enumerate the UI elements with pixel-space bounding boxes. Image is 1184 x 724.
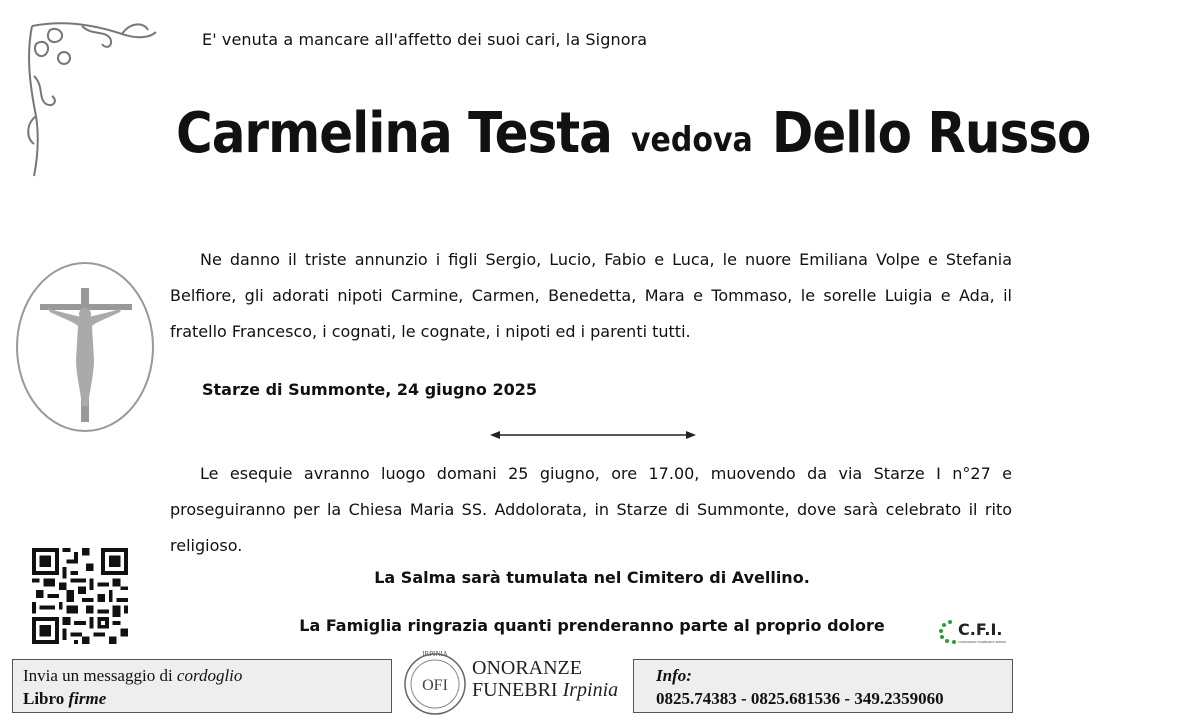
condolence-box[interactable] bbox=[12, 659, 392, 713]
brand-line2-text: FUNEBRI bbox=[472, 679, 558, 701]
qr-code-icon[interactable] bbox=[32, 548, 128, 644]
cfi-sublabel: CONSORZIO FUNERARIO IRPINO bbox=[958, 640, 1006, 644]
info-phones[interactable]: 0825.74383 - 0825.681536 - 349.2359060 bbox=[656, 689, 944, 708]
announcement-paragraph: Ne danno il triste annunzio i figli Sergio, Lucio, Fabio e Luca, le nuore Emiliana Volpe e Stefania Belfiore, gli adorati nipoti Carmine, Carmen, Benedetta, Mara e Tommaso, le sorelle Luigia e Ada, il fratello Francesco, i cognati, le cognate, i nipoti ed i parenti tutti. bbox=[170, 250, 1012, 341]
brand-line2-italic: Irpinia bbox=[562, 679, 619, 701]
condolence-italic: cordoglio bbox=[176, 666, 243, 685]
funeral-paragraph: Le esequie avranno luogo domani 25 giugno, ore 17.00, muovendo da via Starze I n°27 e proseguiranno per la Chiesa Maria SS. Addolorata, in Starze di Summonte, dove sarà celebrato il rito religioso. bbox=[170, 464, 1012, 555]
place-date: Starze di Summonte, 24 giugno 2025 bbox=[202, 380, 537, 399]
deceased-name-line bbox=[176, 100, 1091, 166]
condolence-line bbox=[23, 664, 381, 687]
family-thanks: La Famiglia ringrazia quanti prenderanno parte al proprio dolore bbox=[299, 616, 885, 635]
relation-label: vedova bbox=[631, 120, 753, 161]
deceased-name: Carmelina Testa bbox=[176, 100, 612, 166]
cfi-label: C.F.I. bbox=[958, 620, 1003, 639]
info-label: Info bbox=[656, 666, 687, 685]
brand-name bbox=[472, 657, 618, 701]
logo-monogram: OFI bbox=[422, 677, 448, 694]
info-box bbox=[633, 659, 1013, 713]
guestbook-text: Libro bbox=[23, 689, 65, 708]
brand-line2 bbox=[472, 679, 618, 701]
condolence-text: Invia un messaggio di bbox=[23, 666, 173, 685]
ofi-logo-icon bbox=[402, 644, 468, 718]
brand-line1: ONORANZE bbox=[472, 657, 582, 679]
corner-ornament-icon bbox=[22, 16, 162, 186]
guestbook-italic: firme bbox=[68, 689, 107, 708]
burial-notice: La Salma sarà tumulata nel Cimitero di Avellino. bbox=[374, 568, 810, 587]
double-arrow-divider-icon bbox=[488, 428, 698, 442]
info-label-line: Info: bbox=[656, 666, 692, 685]
married-name: Dello Russo bbox=[771, 100, 1091, 166]
cfi-logo-icon bbox=[938, 618, 1016, 648]
crucifix-icon bbox=[14, 260, 156, 434]
guestbook-line bbox=[23, 687, 381, 710]
intro-text: E' venuta a mancare all'affetto dei suoi cari, la Signora bbox=[202, 30, 648, 49]
logo-ring-text: IRPINIA bbox=[422, 650, 448, 658]
